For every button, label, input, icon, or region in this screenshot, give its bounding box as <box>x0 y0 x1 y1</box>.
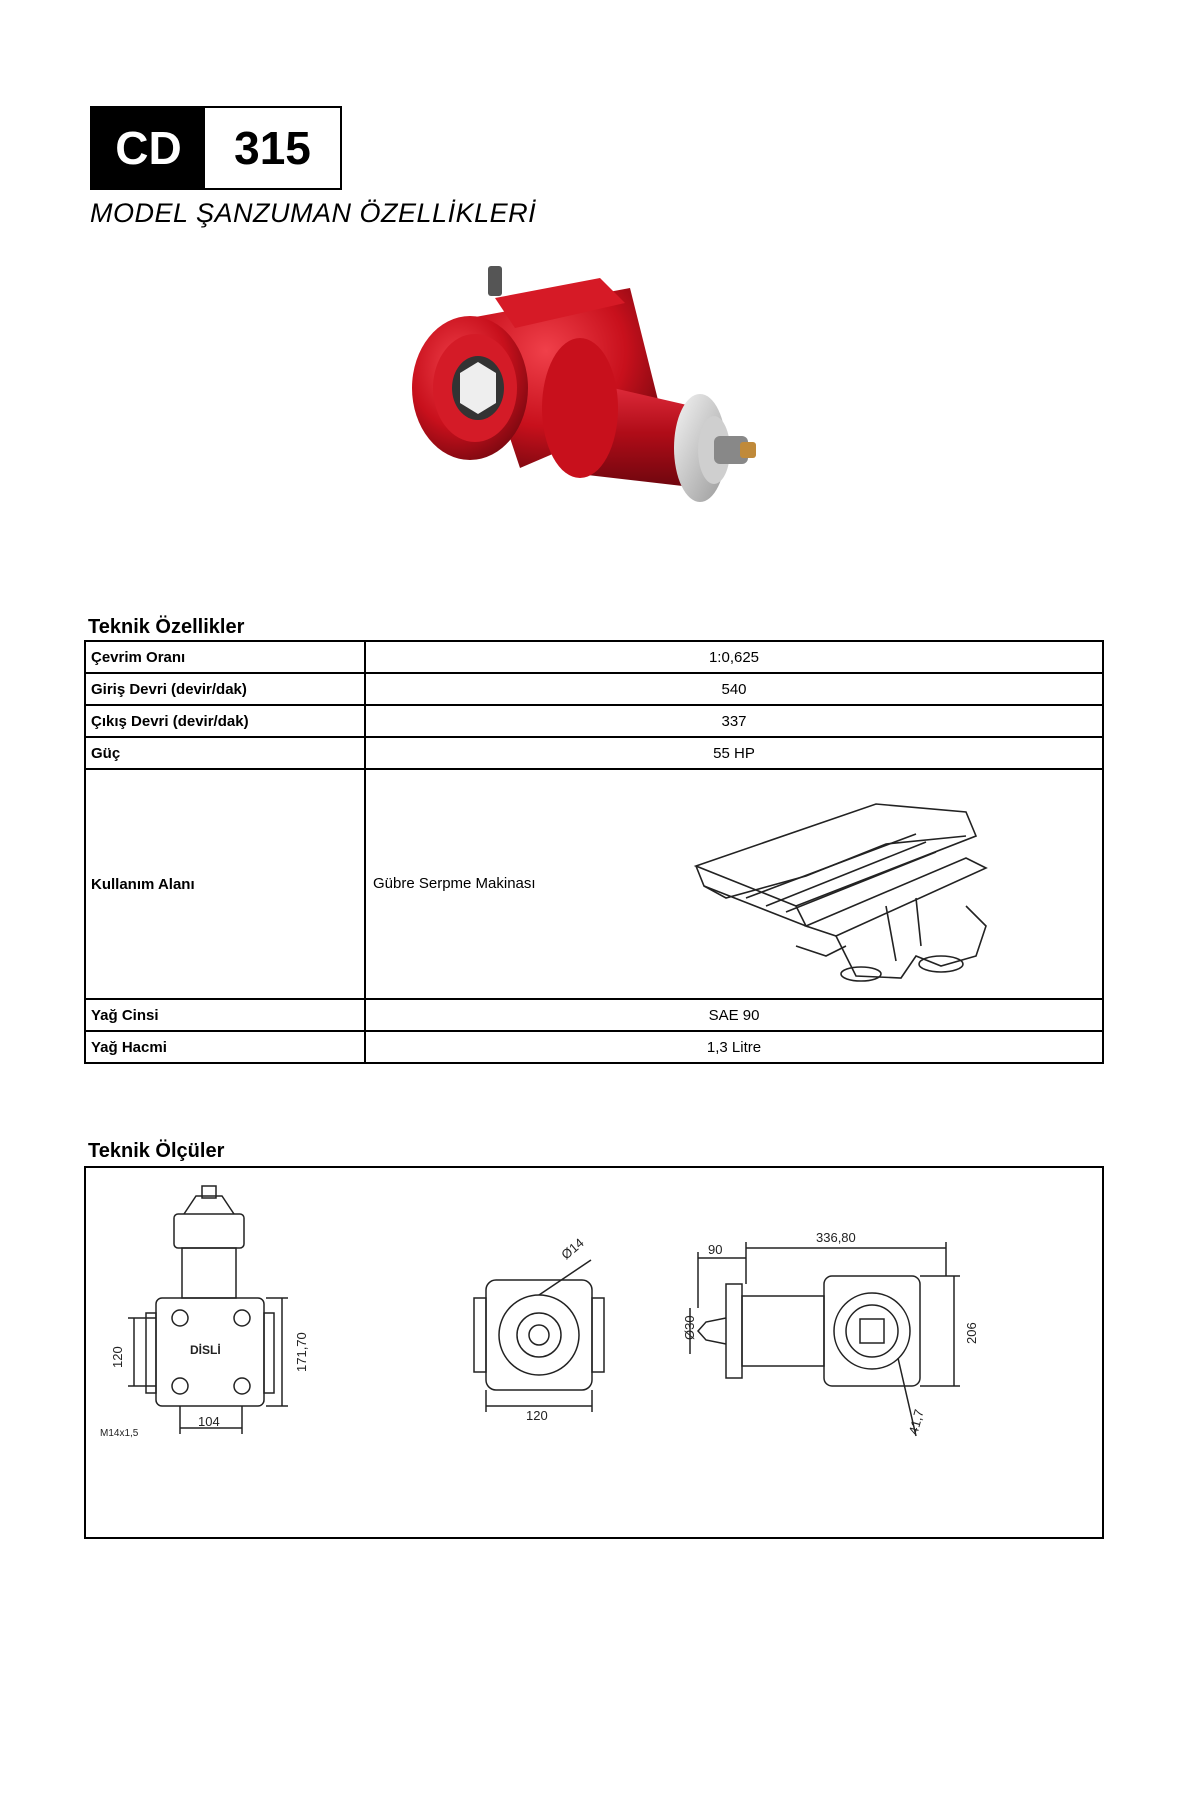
dim-bolt-spacing: 104 <box>198 1414 220 1429</box>
spreader-machine-image <box>686 786 1006 986</box>
table-row <box>85 673 1103 705</box>
model-number: 315 <box>205 108 340 188</box>
row-label: Giriş Devri (devir/dak) <box>85 673 365 705</box>
usage-value-cell <box>365 769 1103 999</box>
gearbox-image <box>400 258 790 598</box>
dim-shaft-diameter: Ø30 <box>682 1315 697 1340</box>
row-value: 55 HP <box>365 737 1103 769</box>
dim-thread: M14x1,5 <box>100 1428 139 1439</box>
row-value: SAE 90 <box>365 999 1103 1031</box>
row-label: Yağ Cinsi <box>85 999 365 1031</box>
dim-width: 120 <box>526 1408 548 1423</box>
model-badge <box>90 106 342 190</box>
dim-height: 206 <box>964 1322 979 1344</box>
dimensions-drawing <box>84 1166 1104 1539</box>
row-label: Çevrim Oranı <box>85 641 365 673</box>
specs-table <box>84 640 1104 1064</box>
table-row <box>85 705 1103 737</box>
model-code: CD <box>92 108 205 188</box>
row-label: Yağ Hacmi <box>85 1031 365 1063</box>
row-label: Kullanım Alanı <box>85 769 365 999</box>
row-value: 1:0,625 <box>365 641 1103 673</box>
dim-diameter: Ø14 <box>558 1235 587 1263</box>
row-value: 1,3 Litre <box>365 1031 1103 1063</box>
row-label: Güç <box>85 737 365 769</box>
dim-angle: 41,7 <box>905 1407 927 1436</box>
dim-offset: 90 <box>708 1242 723 1257</box>
logo-text: DİSLİ <box>190 1343 221 1357</box>
row-value: 337 <box>365 705 1103 737</box>
table-row <box>85 1031 1103 1063</box>
table-row <box>85 999 1103 1031</box>
table-row <box>85 737 1103 769</box>
row-value: Gübre Serpme Makinası <box>373 875 536 892</box>
dim-length: 336,80 <box>816 1230 856 1245</box>
technical-drawing <box>86 1168 1102 1537</box>
row-label: Çıkış Devri (devir/dak) <box>85 705 365 737</box>
page-subtitle: MODEL ŞANZUMAN ÖZELLİKLERİ <box>90 198 537 228</box>
specs-title: Teknik Özellikler <box>88 616 245 638</box>
dimensions-title: Teknik Ölçüler <box>88 1140 225 1162</box>
table-row <box>85 769 1103 999</box>
table-row <box>85 641 1103 673</box>
row-value: 540 <box>365 673 1103 705</box>
dim-height-bolts: 120 <box>110 1346 125 1368</box>
dim-total-height: 171,70 <box>294 1332 309 1372</box>
